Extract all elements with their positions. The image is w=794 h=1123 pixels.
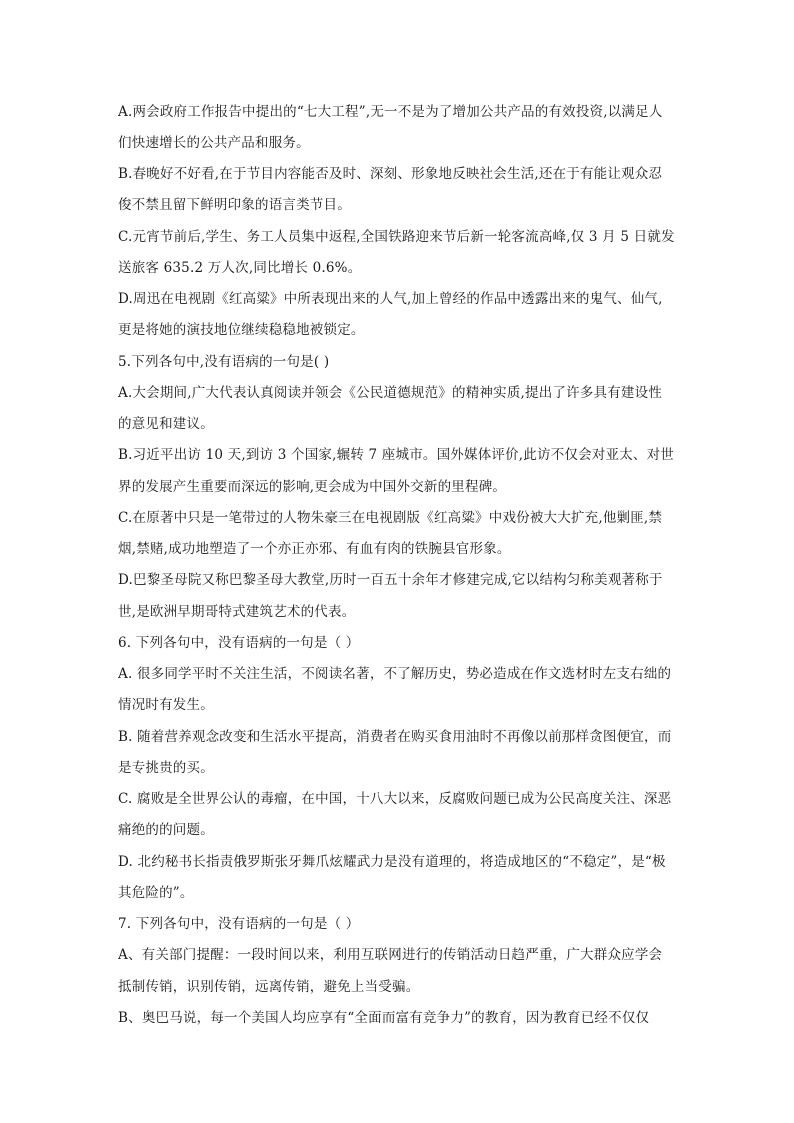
q6-option-d-line-1: D. 北约秘书长指责俄罗斯张牙舞爪炫耀武力是没有道理的，将造成地区的“不稳定”，是“极 bbox=[118, 854, 666, 870]
option-a-line-2: 们快速增长的公共产品和服务。 bbox=[118, 135, 310, 151]
q5-option-a-line-1: A.大会期间,广大代表认真阅读并领会《公民道德规范》的精神实质,提出了许多具有建设性 bbox=[118, 385, 663, 401]
q6-option-a-line-2: 情况时有发生。 bbox=[118, 697, 214, 713]
option-b-line-1: B.春晚好不好看,在于节目内容能否及时、深刻、形象地反映社会生活,还在于有能让观众忍 bbox=[118, 166, 663, 182]
q6-option-c-line-1: C. 腐败是全世界公认的毒瘤，在中国，十八大以来，反腐败问题已成为公民高度关注、深恶 bbox=[118, 791, 672, 807]
q6-option-b-line-1: B. 随着营养观念改变和生活水平提高，消费者在购买食用油时不再像以前那样贪图便宜，而 bbox=[118, 729, 672, 745]
question-5-stem: 5.下列各句中,没有语病的一句是( ) bbox=[118, 354, 330, 370]
q7-option-a-line-1: A、有关部门提醒：一段时间以来，利用互联网进行的传销活动日趋严重，广大群众应学会 bbox=[118, 947, 663, 963]
q5-option-a-line-2: 的意见和建议。 bbox=[118, 416, 214, 432]
q6-option-c-line-2: 痛绝的的问题。 bbox=[118, 822, 214, 838]
q7-option-b-line-1: B、奥巴马说，每一个美国人均应享有“全面而富有竞争力”的教育，因为教育已经不仅仅 bbox=[118, 1010, 650, 1026]
q5-option-b-line-1: B.习近平出访 10 天,到访 3 个国家,辗转 7 座城市。国外媒体评价,此访不仅会对亚太、对世 bbox=[118, 447, 674, 463]
q5-option-d-line-1: D.巴黎圣母院又称巴黎圣母大教堂,历时一百五十余年才修建完成,它以结构匀称美观著称于 bbox=[118, 572, 663, 588]
q6-option-d-line-2: 其危险的”。 bbox=[118, 885, 194, 901]
q6-option-b-line-2: 是专挑贵的买。 bbox=[118, 760, 214, 776]
q5-option-c-line-2: 烟,禁赌,成功地塑造了一个亦正亦邪、有血有肉的铁腕县官形象。 bbox=[118, 541, 511, 557]
option-c-line-1: C.元宵节前后,学生、务工人员集中返程,全国铁路迎来节后新一轮客流高峰,仅 3 月 5 日就发 bbox=[118, 229, 675, 245]
q5-option-d-line-2: 世,是欧洲早期哥特式建筑艺术的代表。 bbox=[118, 604, 356, 620]
question-6-stem: 6. 下列各句中，没有语病的一句是（ ） bbox=[118, 635, 360, 651]
q7-option-a-line-2: 抵制传销，识别传销，远离传销，避免上当受骗。 bbox=[118, 979, 420, 995]
q5-option-c-line-1: C.在原著中只是一笔带过的人物朱豪三在电视剧版《红高粱》中戏份被大大扩充,他剿匪,禁 bbox=[118, 510, 663, 526]
q5-option-b-line-2: 界的发展产生重要而深远的影响,更会成为中国外交新的里程碑。 bbox=[118, 479, 507, 495]
option-c-line-2: 送旅客 635.2 万人次,同比增长 0.6%。 bbox=[118, 260, 362, 276]
option-d-line-1: D.周迅在电视剧《红高粱》中所表现出来的人气,加上曾经的作品中透露出来的鬼气、仙气, bbox=[118, 291, 663, 307]
question-7-stem: 7. 下列各句中，没有语病的一句是（ ） bbox=[118, 916, 360, 932]
q6-option-a-line-1: A. 很多同学平时不关注生活，不阅读名著，不了解历史，势必造成在作文选材时左支右绌的 bbox=[118, 666, 672, 682]
option-b-line-2: 俊不禁且留下鲜明印象的语言类节目。 bbox=[118, 197, 351, 213]
option-d-line-2: 更是将她的演技地位继续稳稳地被锁定。 bbox=[118, 322, 365, 338]
option-a-line-1: A.两会政府工作报告中提出的“七大工程”,无一不是为了增加公共产品的有效投资,以满足人 bbox=[118, 104, 663, 120]
